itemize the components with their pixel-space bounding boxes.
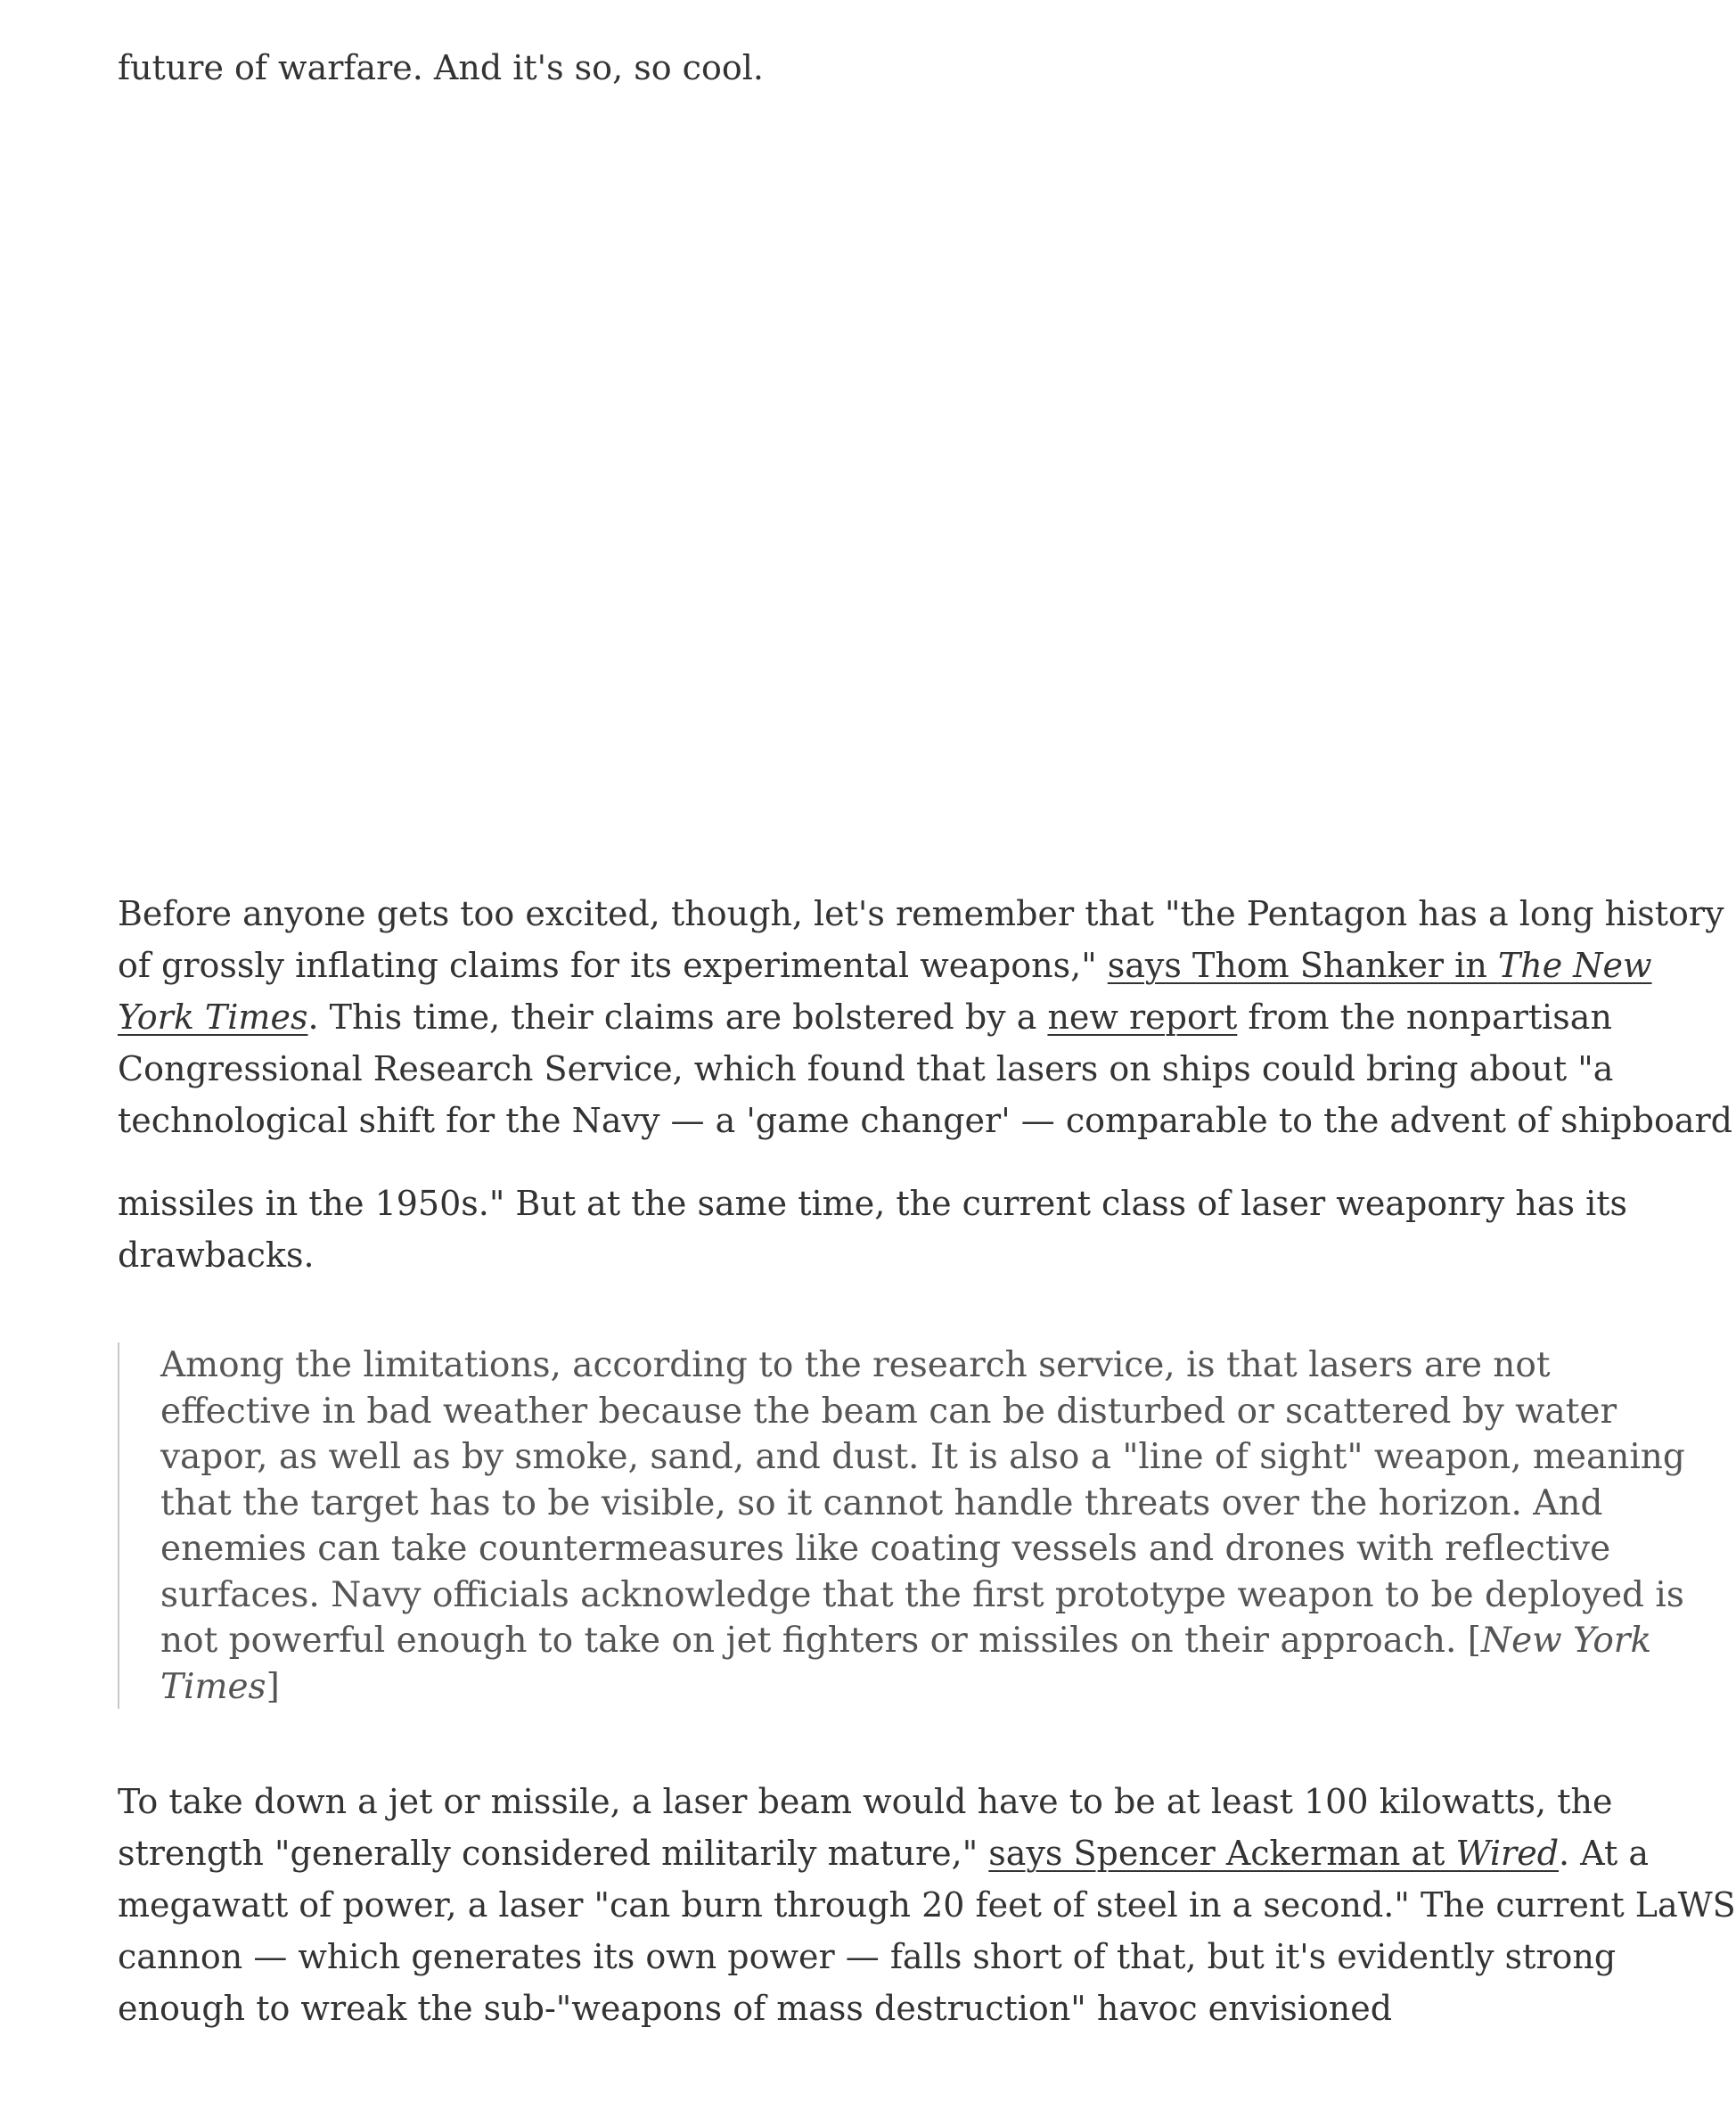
link-text: says Thom Shanker in — [1107, 946, 1498, 985]
quote-line: Among the limitations, according to the research service, is that lasers are not — [160, 1345, 1551, 1385]
quote-line — [160, 1664, 1517, 1711]
nyt-shanker-link[interactable] — [1108, 946, 1652, 985]
text-line: Before anyone gets too excited, though, let's remember that "the Pentagon has a long history — [118, 894, 1724, 933]
text-span: strength "generally considered militarily mature," — [118, 1834, 989, 1873]
text-line: drawbacks. — [118, 1236, 315, 1275]
text-line: enough to wreak the sub-"weapons of mass destruction" havoc envisioned — [118, 1989, 1393, 2028]
text-line: cannon — which generates its own power — falls short of that, but it's evidently strong — [118, 1937, 1617, 1976]
article-paragraph-1 — [118, 888, 1732, 1146]
clipped-bottom-region — [0, 1776, 1736, 2028]
text-span: of grossly inflating claims for its experimental weapons," — [118, 946, 1108, 985]
quote-line: vapor, as well as by smoke, sand, and dust. It is also a "line of sight" weapon, meaning — [160, 1437, 1685, 1477]
quote-line — [160, 1618, 1652, 1664]
quote-line: effective in bad weather because the beam can be disturbed or scattered by water — [160, 1391, 1617, 1432]
quote-line: surfaces. Navy officials acknowledge that the first prototype weapon to be deployed is — [160, 1574, 1684, 1615]
link-italic-text: York Times — [118, 997, 308, 1037]
text-span: from the nonpartisan — [1237, 997, 1612, 1037]
link-text: says Spencer Ackerman at — [988, 1834, 1456, 1873]
quote-line: enemies can take countermeasures like coating vessels and drones with reflective — [160, 1529, 1611, 1569]
link-italic-text: The New — [1497, 946, 1652, 985]
link-italic-text: Wired — [1455, 1834, 1560, 1873]
clipped-top-text: future of warfare. And it's so, so cool. — [118, 48, 764, 87]
article-paragraph-2 — [118, 1178, 1627, 1281]
quote-span: not powerful enough to take on jet fighters or missiles on their approach. [ — [160, 1621, 1481, 1661]
text-line: Congressional Research Service, which found that lasers on ships could bring about "a — [118, 1049, 1614, 1088]
text-line: technological shift for the Navy — a 'game changer' — comparable to the advent of shipboard — [118, 1101, 1732, 1140]
text-line — [118, 940, 1652, 991]
quote-source-italic: New York — [1480, 1621, 1652, 1661]
nyt-shanker-link-continued[interactable] — [118, 997, 307, 1037]
block-quote — [118, 1342, 1685, 1709]
text-span: . At a — [1559, 1834, 1649, 1873]
text-line: megawatt of power, a laser "can burn through 20 feet of steel in a second." The current LaWS — [118, 1885, 1736, 1925]
new-report-link[interactable]: new report — [1047, 997, 1238, 1037]
text-line — [118, 991, 1612, 1043]
quote-line: that the target has to be visible, so it cannot handle threats over the horizon. And — [160, 1482, 1603, 1523]
text-line: To take down a jet or missile, a laser beam would have to be at least 100 kilowatts, the — [118, 1782, 1613, 1821]
clipped-previous-line — [0, 0, 1636, 87]
text-line — [118, 1827, 1649, 1879]
wired-ackerman-link[interactable] — [988, 1834, 1559, 1873]
article-paragraph-3 — [118, 1776, 1736, 2034]
text-line: missiles in the 1950s." But at the same time, the current class of laser weaponry has its — [118, 1184, 1627, 1223]
text-span: . This time, their claims are bolstered by a — [307, 997, 1048, 1037]
quote-span: ] — [266, 1666, 280, 1707]
quote-source-italic: Times — [160, 1666, 266, 1707]
